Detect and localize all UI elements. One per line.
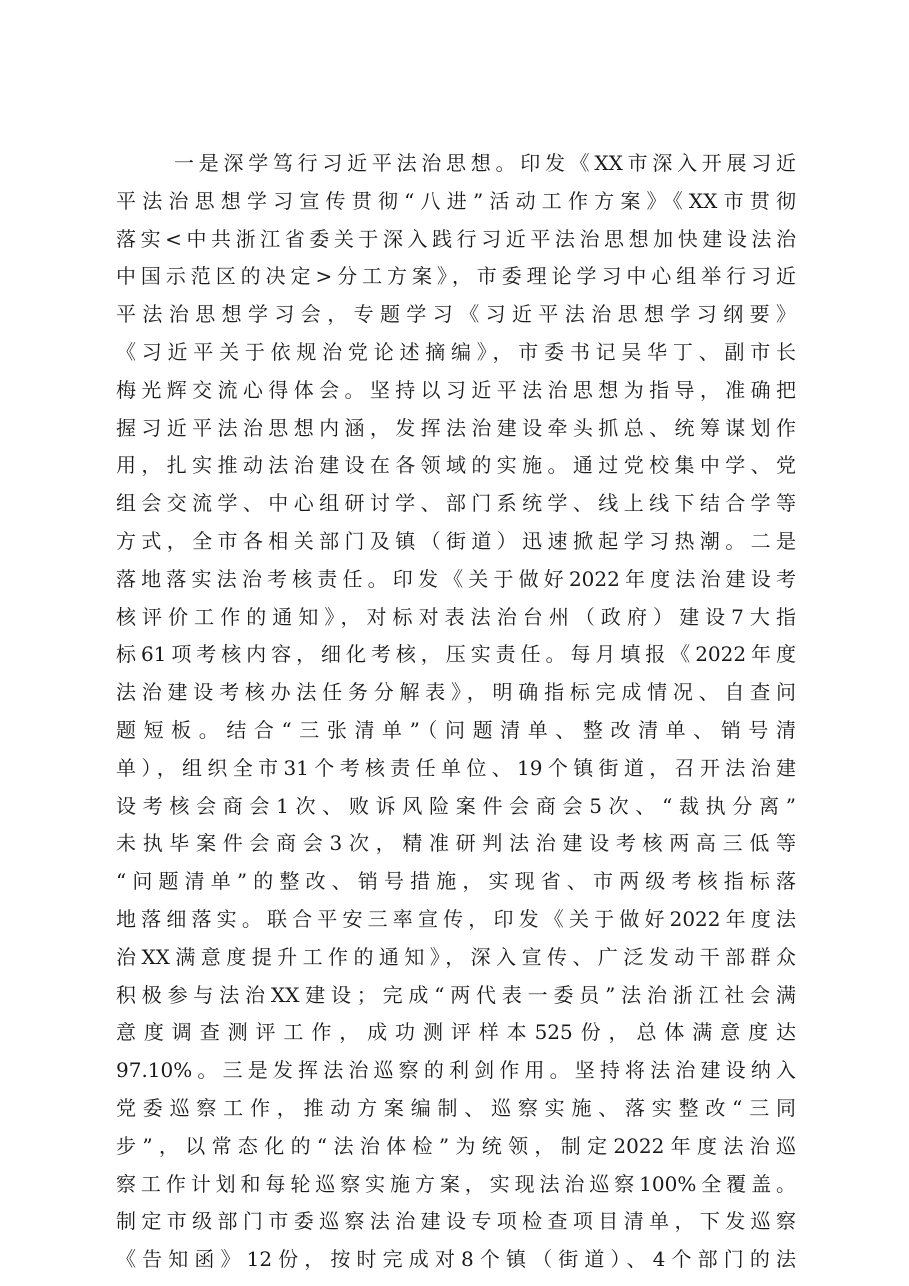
text-line: 察工作计划和每轮巡察实施方案，实现法治巡察100%全覆盖。	[116, 1171, 796, 1196]
text-line: 中国示范区的决定>分工方案》，市委理论学习中心组举行习近	[116, 264, 796, 289]
text-line: 治XX满意度提升工作的通知》，深入宣传、广泛发动干部群众	[116, 944, 796, 969]
text-line: 97.10%。三是发挥法治巡察的利剑作用。坚持将法治建设纳入	[116, 1058, 796, 1083]
text-line: 组会交流学、中心组研讨学、部门系统学、线上线下结合学等	[116, 491, 796, 516]
text-line: 落地落实法治考核责任。印发《关于做好2022年度法治建设考	[116, 566, 796, 591]
text-line: 意度调查测评工作，成功测评样本525份，总体满意度达	[116, 1020, 796, 1045]
text-line: 核评价工作的通知》，对标对表法治台州（政府）建设7大指	[116, 604, 796, 629]
text-line: 用，扎实推动法治建设在各领域的实施。通过党校集中学、党	[116, 453, 796, 478]
text-line: 单），组织全市31个考核责任单位、19个镇街道，召开法治建	[116, 755, 796, 780]
text-line: 《告知函》12份，按时完成对8个镇（街道）、4个部门的法	[116, 1247, 796, 1272]
text-line: 步”，以常态化的“法治体检”为统领，制定2022年度法治巡	[116, 1133, 796, 1158]
text-line: 地落细落实。联合平安三率宣传，印发《关于做好2022年度法	[116, 906, 796, 931]
text-line: 平法治思想学习会，专题学习《习近平法治思想学习纲要》	[116, 302, 796, 327]
text-line: 法治建设考核办法任务分解表》，明确指标完成情况、自查问	[116, 680, 796, 705]
text-line: 一是深学笃行习近平法治思想。印发《XX市深入开展习近	[174, 151, 796, 175]
text-line: 方式，全市各相关部门及镇（街道）迅速掀起学习热潮。二是	[116, 528, 796, 553]
text-line: 落实<中共浙江省委关于深入践行习近平法治思想加快建设法治	[116, 226, 796, 251]
text-line: 平法治思想学习宣传贯彻“八进”活动工作方案》《XX市贯彻	[116, 188, 796, 213]
text-line: 标61项考核内容，细化考核，压实责任。每月填报《2022年度	[116, 642, 796, 667]
text-line: 设考核会商会1次、败诉风险案件会商会5次、“裁执分离”	[116, 793, 796, 818]
text-line: 题短板。结合“三张清单”（问题清单、整改清单、销号清	[116, 717, 796, 742]
text-line: 梅光辉交流心得体会。坚持以习近平法治思想为指导，准确把	[116, 377, 796, 402]
text-line: “问题清单”的整改、销号措施，实现省、市两级考核指标落	[116, 869, 796, 894]
text-line: 《习近平关于依规治党论述摘编》，市委书记吴华丁、副市长	[116, 339, 796, 364]
text-line: 未执毕案件会商会3次，精准研判法治建设考核两高三低等	[116, 831, 796, 856]
text-line: 制定市级部门市委巡察法治建设专项检查项目清单，下发巡察	[116, 1209, 796, 1234]
text-line: 握习近平法治思想内涵，发挥法治建设牵头抓总、统筹谋划作	[116, 415, 796, 440]
body-paragraph	[116, 145, 796, 1279]
text-line: 党委巡察工作，推动方案编制、巡察实施、落实整改“三同	[116, 1095, 796, 1120]
text-line: 积极参与法治XX建设；完成“两代表一委员”法治浙江社会满	[116, 982, 796, 1007]
